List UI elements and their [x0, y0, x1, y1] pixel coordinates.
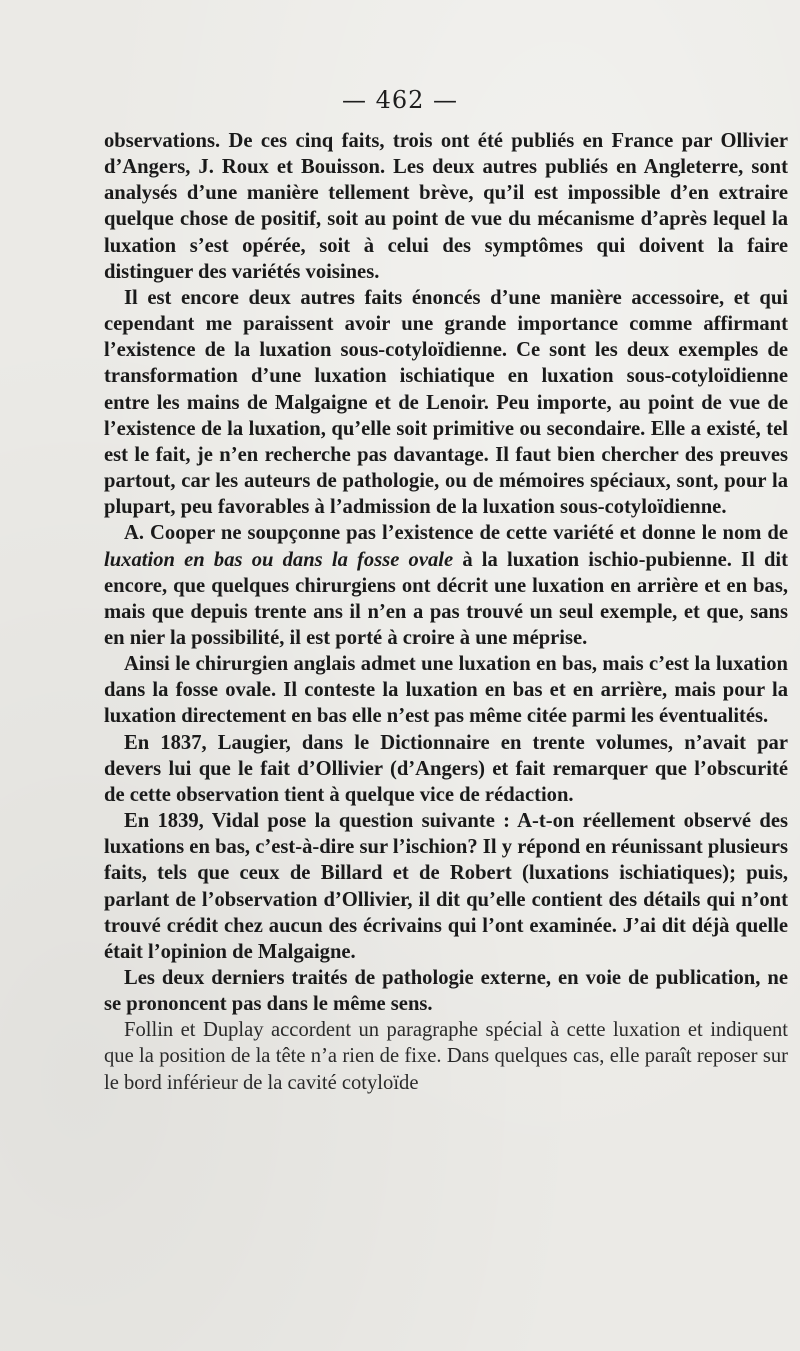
paragraph-4: Ainsi le chirurgien anglais admet une luxation en bas, mais c’est la luxation dans la fosse ovale. Il conteste la luxation en bas et en arrière, mais pour la luxation directement en bas elle n’est pas même citée parmi les éventualités. [104, 653, 788, 728]
page-number: — 462 — [341, 86, 459, 114]
paragraph-3-text-before: A. Cooper ne soupçonne pas l’existence de cette variété et donne le nom de [124, 522, 788, 545]
paragraph-1: observations. De ces cinq faits, trois ont été publiés en France par Ollivier d’Angers, J. Roux et Bouisson. Les deux autres publiés en Angleterre, sont analysés d’une manière tellement brève, qu’il est impossible d’en extraire quelque chose de positif, soit au point de vue du mécanisme d’après lequel la luxation s’est opérée, soit à celui des symptômes qui doivent la faire distinguer des variétés voisines. [104, 130, 788, 283]
paragraph-7: Les deux derniers traités de pathologie externe, en voie de publication, ne se prononcent pas dans le même sens. [104, 967, 788, 1016]
body-text [104, 128, 788, 1096]
paragraph-5: En 1837, Laugier, dans le Dictionnaire en trente volumes, n’avait par devers lui que le fait d’Ollivier (d’Angers) et fait remarquer que l’obscurité de cette observation tient à quelque vice de rédaction. [104, 731, 788, 806]
paragraph-2: Il est encore deux autres faits énoncés d’une manière accessoire, et qui cependant me paraissent avoir une grande importance comme affirmant l’existence de la luxation sous-cotyloïdienne. Ce sont les deux exemples de transformation d’une luxation ischiatique en luxation sous-cotyloïdienne entre les mains de Malgaigne et de Lenoir. Peu importe, au point de vue de l’existence de la luxation, qu’elle soit primitive ou secondaire. Elle a existé, tel est le fait, je n’en recherche pas davantage. Il faut bien chercher des preuves partout, car les auteurs de pathologie, ou de mémoires spéciaux, sont, pour la plupart, peu favorables à l’admission de la luxation sous-cotyloïdienne. [104, 286, 788, 519]
paragraph-8: Follin et Duplay accordent un paragraphe spécial à cette luxation et indiquent que la position de la tête n’a rien de fixe. Dans quelques cas, elle paraît reposer sur le bord inférieur de la cavité cotyloïde [104, 1019, 788, 1094]
paragraph-3-text-after: à la luxation ischio-pubienne. Il dit encore, que quelques chirurgiens ont décrit une luxation en arrière et en bas, mais que depuis trente ans il n’en a pas trouvé un seul exemple, et que, sans en nier la possibilité, il est porté à croire à une méprise. [104, 548, 788, 649]
paragraph-3 [104, 520, 788, 651]
paragraph-3-italic-term: luxation en bas ou dans la fosse ovale [104, 548, 454, 571]
paragraph-6: En 1839, Vidal pose la question suivante : A-t-on réellement observé des luxations en bas, c’est-à-dire sur l’ischion? Il y répond en réunissant plusieurs faits, tels que ceux de Billard et de Robert (luxations ischiatiques); puis, parlant de l’observation d’Ollivier, il dit qu’elle contient des détails qui n’ont trouvé crédit chez aucun des écrivains qui l’ont examinée. J’ai dit déjà quelle était l’opinion de Malgaigne. [104, 810, 788, 963]
